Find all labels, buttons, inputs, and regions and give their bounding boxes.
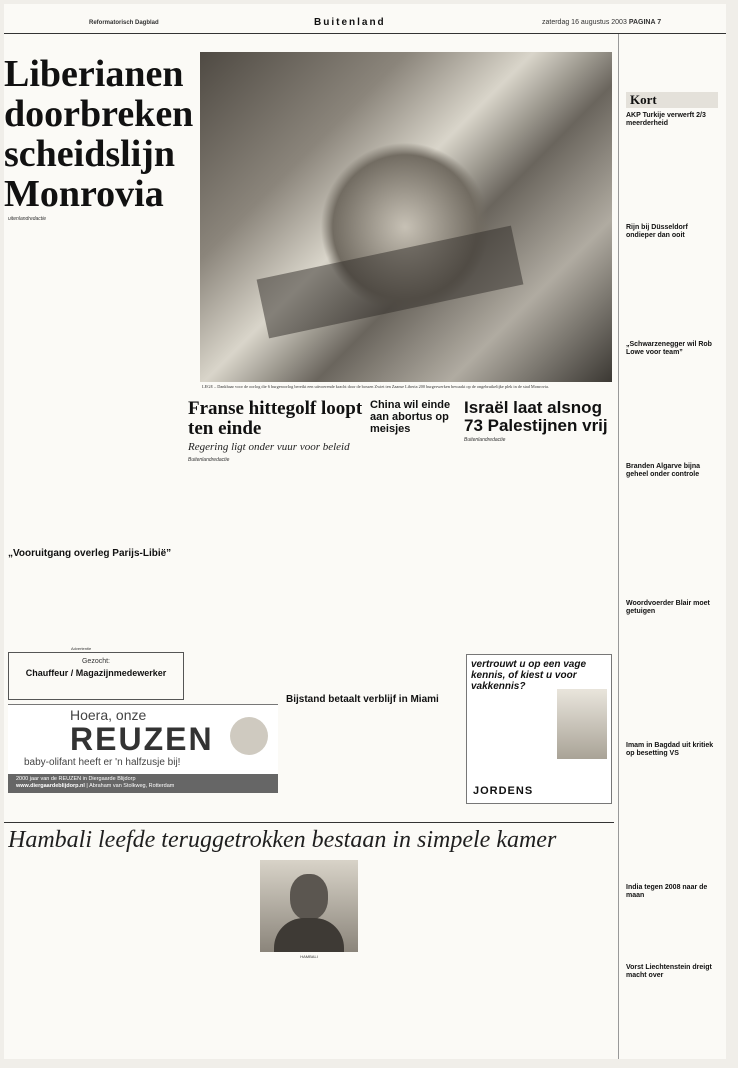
ad-job: Chauffeur / Magazijnmedewerker xyxy=(25,668,167,678)
hambali-photo xyxy=(260,860,358,952)
israel-body-col1 xyxy=(464,444,536,650)
china-body xyxy=(370,441,458,671)
hambali-body-col5 xyxy=(362,860,442,1050)
hambali-body-col6 xyxy=(446,860,526,1050)
page-date: zaterdag 16 augustus 2003 PAGINA 7 xyxy=(542,19,662,26)
hambali-body-col4 xyxy=(260,962,358,1050)
reuzen-url[interactable]: www.diergaardeblijdorp.nl xyxy=(16,783,85,789)
jordens-advertisement xyxy=(466,654,612,804)
lead-byline: uitenlandredactie xyxy=(8,216,47,222)
france-body-col1 xyxy=(188,464,274,672)
kort-item-title: Branden Algarve bijna geheel onder controle xyxy=(626,463,701,478)
france-subtitle: Regering ligt onder vuur voor beleid xyxy=(188,441,350,453)
lead-photo xyxy=(200,52,612,382)
reuzen-big: REUZEN xyxy=(70,721,214,757)
kort-item-body xyxy=(626,760,718,880)
kort-item-body xyxy=(626,902,718,960)
paper-name: Reformatorisch Dagblad xyxy=(89,20,159,26)
reuzen-top: Hoera, onze xyxy=(70,707,147,723)
jordens-photo xyxy=(557,689,607,759)
israel-body-col2 xyxy=(540,444,612,650)
france-headline: Franse hittegolf loopt ten einde xyxy=(188,398,363,439)
china-headline: China wil einde aan abortus op meisjes xyxy=(370,399,451,435)
lead-headline: Liberianen doorbreken scheidslijn Monrovia xyxy=(4,53,194,215)
hambali-body-col1 xyxy=(8,860,88,1050)
kort-item-title: Rijn bij Düsseldorf ondieper dan ooit xyxy=(626,224,688,239)
elephant-icon xyxy=(230,717,268,755)
kort-item-title: India tegen 2008 naar de maan xyxy=(626,884,708,899)
hambali-body-col7 xyxy=(530,860,612,1050)
kort-item-title: Vorst Liechtenstein dreigt macht over xyxy=(626,964,712,979)
jordens-body xyxy=(471,696,551,766)
kort-item-body xyxy=(626,359,718,459)
miami-body-col2 xyxy=(376,707,462,811)
hambali-headline: Hambali leefde teruggetrokken bestaan in simpele kamer xyxy=(8,827,557,853)
libya-body-col1 xyxy=(8,562,94,647)
kort-item-title: AKP Turkije verwerft 2/3 meerderheid xyxy=(626,112,706,127)
libya-headline: „Vooruitgang overleg Parijs-Libië” xyxy=(8,548,172,559)
photo-caption: LEGE – Dankbaar voor de oorlog die 6 burgeroorlog bereikt een uitvoerende kracht door de bossen Zwiet ten Zaanse Liberia 200 burgerwerken bewaakt op de ongebruikelijke plek in de stad Monrovia. xyxy=(202,384,549,389)
kort-item-body xyxy=(626,982,718,1042)
kort-item-body xyxy=(626,130,718,220)
kort-header: Kort xyxy=(626,92,718,108)
israel-headline: Israël laat alsnog 73 Palestijnen vrij xyxy=(464,398,608,435)
reuzen-footer-text: 2000 jaar van de REUZEN in Diergaarde Blijdorp xyxy=(16,776,136,782)
france-byline: Buitenlandredactie xyxy=(188,457,230,463)
reuzen-sub: baby-olifant heeft er 'n halfzusje bij! xyxy=(24,757,181,768)
section-title: Buitenland xyxy=(314,17,386,28)
france-body-col2 xyxy=(278,464,364,672)
job-advertisement xyxy=(8,646,184,700)
reuzen-advertisement xyxy=(8,704,278,792)
hambali-photo-label: HAMBALI xyxy=(300,954,318,959)
kort-item-body xyxy=(626,242,718,337)
reuzen-address: Abraham van Stolkweg, Rotterdam xyxy=(89,783,175,789)
kort-item-body xyxy=(626,481,718,596)
lead-body-col2 xyxy=(98,224,184,542)
lead-body-col1 xyxy=(8,224,94,542)
reuzen-footer-links: www.diergaardeblijdorp.nl | Abraham van Stolkweg, Rotterdam xyxy=(16,783,175,789)
kort-item-title: Imam in Bagdad uit kritiek op besetting VS xyxy=(626,742,714,757)
ad-company: Gezocht: xyxy=(81,658,110,665)
hambali-body-col3 xyxy=(176,860,256,1050)
kort-item-title: „Schwarzenegger wil Rob Lowe voor team” xyxy=(626,341,712,356)
hambali-body-col2 xyxy=(92,860,172,1050)
miami-headline: Bijstand betaalt verblijf in Miami xyxy=(286,694,439,705)
ad-label: Advertentie xyxy=(71,646,92,651)
jordens-logo: JORDENS xyxy=(473,785,534,797)
kort-item-body xyxy=(626,618,718,738)
libya-body-col2 xyxy=(98,562,184,647)
israel-byline: Buitenlandredactie xyxy=(464,437,506,443)
reuzen-footer xyxy=(8,774,278,793)
newspaper-page xyxy=(4,4,726,1059)
miami-body-col1 xyxy=(286,707,372,811)
kort-list xyxy=(626,112,718,1057)
kort-item-title: Woordvoerder Blair moet getuigen xyxy=(626,600,710,615)
jordens-title: vertrouwt u op een vage kennis, of kiest u voor vakkennis? xyxy=(471,659,587,692)
